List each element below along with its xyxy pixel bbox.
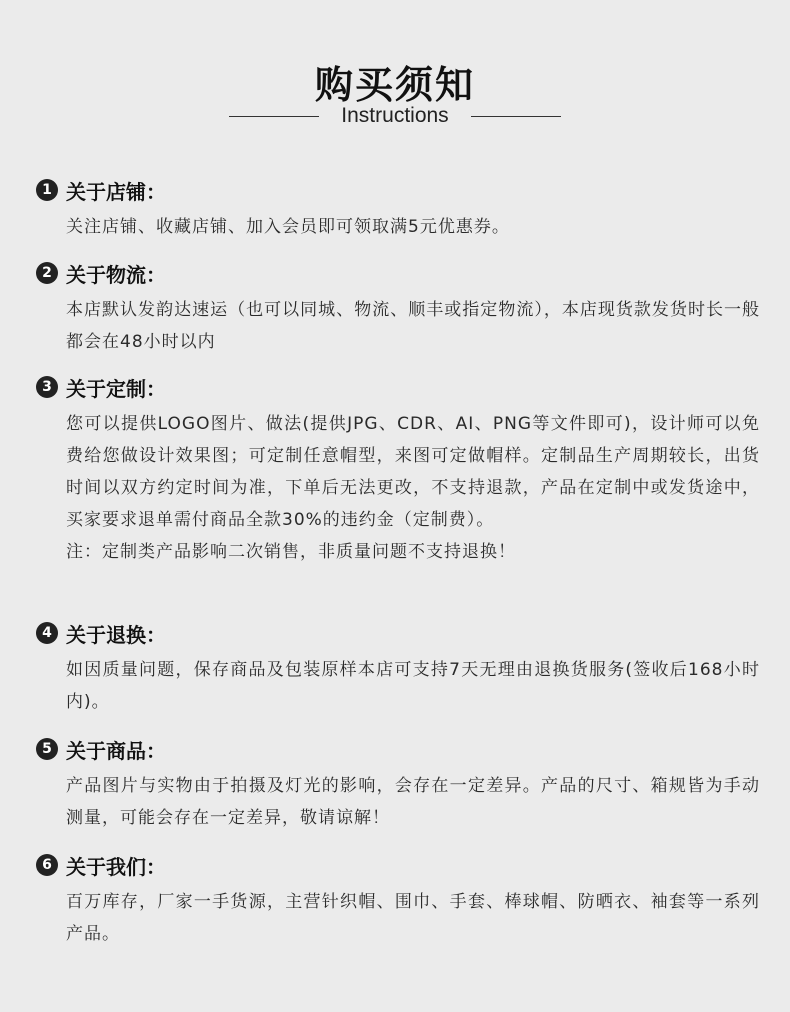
section-heading [36, 372, 760, 402]
section-text: 本店默认发韵达速运（也可以同城、物流、顺丰或指定物流），本店现货款发货时长一般都会在48小时以内 [66, 300, 760, 352]
section-heading [36, 850, 760, 880]
subtitle-row [0, 104, 790, 128]
section-store [36, 175, 760, 243]
section-heading [36, 175, 760, 205]
left-divider [229, 116, 319, 117]
section-heading-text: 关于退换： [66, 622, 166, 647]
section-about-us [36, 850, 760, 950]
section-text: 关注店铺、收藏店铺、加入会员即可领取满5元优惠券。 [66, 217, 510, 237]
section-returns [36, 618, 760, 718]
section-heading-text: 关于我们： [66, 854, 166, 879]
page-title: 购买须知 [314, 63, 475, 107]
page-subtitle: Instructions [341, 104, 449, 127]
section-logistics [36, 258, 760, 358]
number-badge-icon: 6 [36, 854, 58, 876]
number-badge-icon: 3 [36, 376, 58, 398]
section-text: 如因质量问题，保存商品及包装原样本店可支持7天无理由退换货服务(签收后168小时内)。 [66, 660, 760, 712]
section-heading [36, 258, 760, 288]
section-heading-text: 关于物流： [66, 262, 166, 287]
number-badge-icon: 4 [36, 622, 58, 644]
section-heading-text: 关于店铺： [66, 179, 166, 204]
section-heading [36, 734, 760, 764]
right-divider [471, 116, 561, 117]
number-badge-icon: 2 [36, 262, 58, 284]
section-custom [36, 372, 760, 568]
section-text: 产品图片与实物由于拍摄及灯光的影响，会存在一定差异。产品的尺寸、箱规皆为手动测量，可能会存在一定差异，敬请谅解！ [66, 776, 760, 828]
number-badge-icon: 1 [36, 179, 58, 201]
number-badge-icon: 5 [36, 738, 58, 760]
section-products [36, 734, 760, 834]
section-heading-text: 关于商品： [66, 738, 166, 763]
section-note: 注：定制类产品影响二次销售，非质量问题不支持退换！ [66, 542, 516, 562]
section-heading [36, 618, 760, 648]
section-text: 百万库存，厂家一手货源，主营针织帽、围巾、手套、棒球帽、防晒衣、袖套等一系列产品。 [66, 892, 760, 944]
section-heading-text: 关于定制： [66, 376, 166, 401]
section-text: 您可以提供LOGO图片、做法(提供JPG、CDR、AI、PNG等文件即可)，设计师可以免费给您做设计效果图；可定制任意帽型，来图可定做帽样。定制品生产周期较长，出货时间以双方约定时间为准，下单后无法更改，不支持退款，产品在定制中或发货途中，买家要求退单需付商品全款30%的违约金（定制费）。 [66, 414, 760, 530]
